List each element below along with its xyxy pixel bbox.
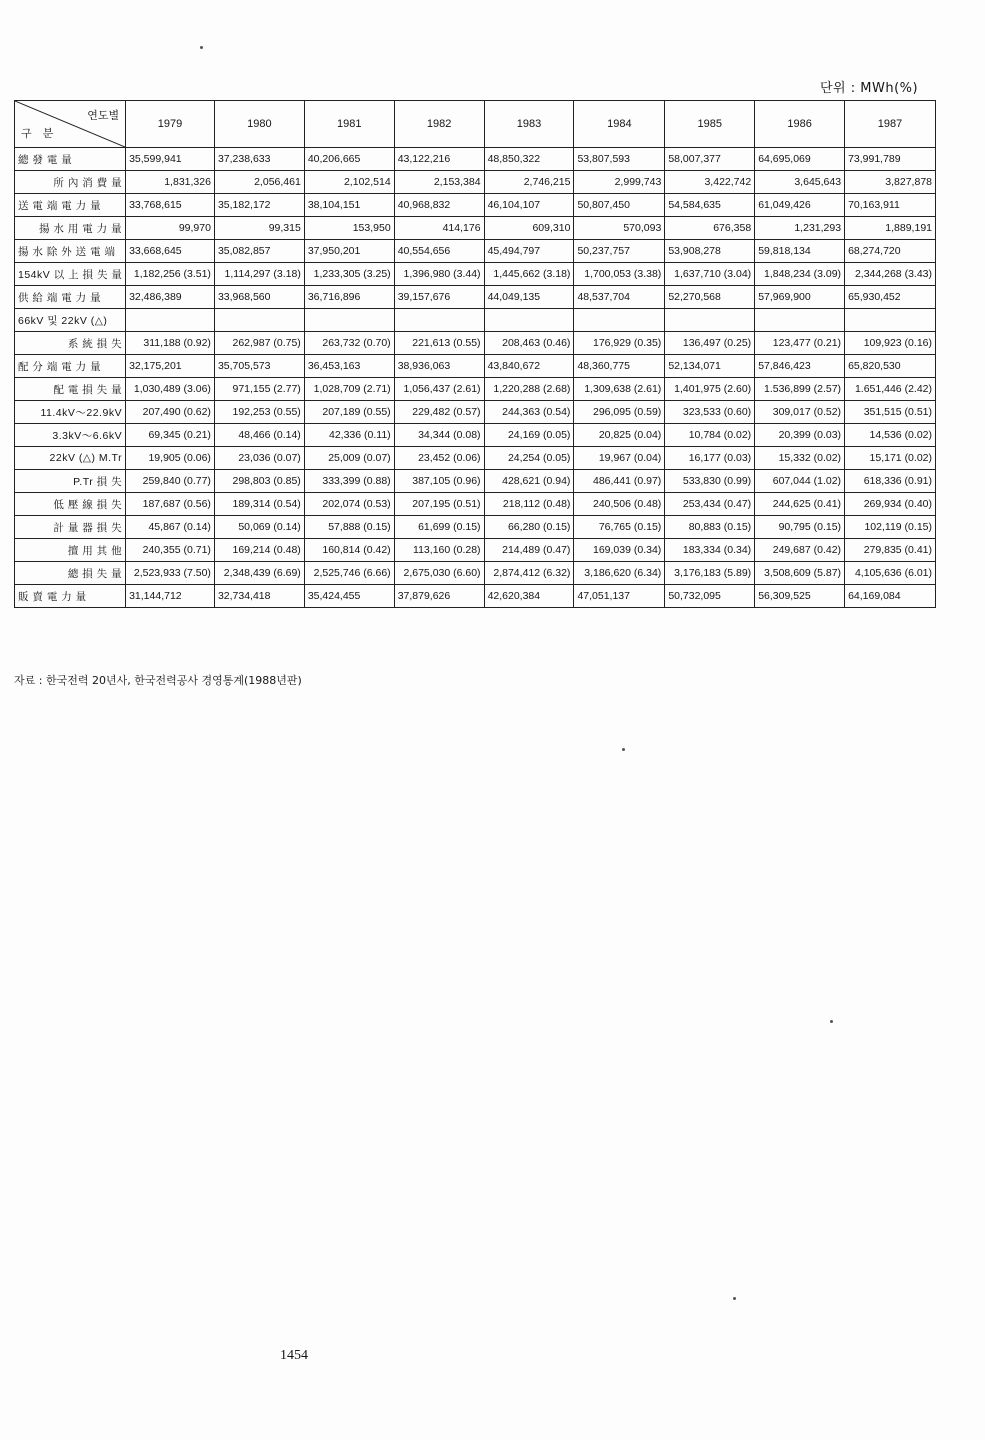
data-cell: 221,613 (0.55) (394, 332, 484, 355)
row-label: 揚 水 除 外 送 電 端 (15, 240, 126, 263)
scan-speck (200, 46, 203, 49)
data-cell: 2,523,933 (7.50) (126, 562, 215, 585)
data-cell: 618,336 (0.91) (845, 470, 936, 493)
data-cell: 38,936,063 (394, 355, 484, 378)
table-row (15, 378, 936, 401)
data-cell: 189,314 (0.54) (214, 493, 304, 516)
data-cell: 607,044 (1.02) (755, 470, 845, 493)
data-cell: 36,716,896 (304, 286, 394, 309)
table-row (15, 493, 936, 516)
data-cell: 24,169 (0.05) (484, 424, 574, 447)
data-cell: 3,186,620 (6.34) (574, 562, 665, 585)
data-cell: 70,163,911 (845, 194, 936, 217)
data-cell: 56,309,525 (755, 585, 845, 608)
data-cell: 53,908,278 (665, 240, 755, 263)
table-row (15, 263, 936, 286)
data-cell: 3,827,878 (845, 171, 936, 194)
table-row (15, 332, 936, 355)
data-cell: 971,155 (2.77) (214, 378, 304, 401)
data-cell: 351,515 (0.51) (845, 401, 936, 424)
data-cell: 1,233,305 (3.25) (304, 263, 394, 286)
data-cell: 214,489 (0.47) (484, 539, 574, 562)
data-cell: 1,637,710 (3.04) (665, 263, 755, 286)
data-cell: 2,153,384 (394, 171, 484, 194)
data-cell: 244,363 (0.54) (484, 401, 574, 424)
table-row (15, 424, 936, 447)
data-cell: 3,422,742 (665, 171, 755, 194)
data-cell: 1,396,980 (3.44) (394, 263, 484, 286)
data-cell: 2,102,514 (304, 171, 394, 194)
data-cell: 73,991,789 (845, 148, 936, 171)
table-row (15, 401, 936, 424)
data-cell: 43,840,672 (484, 355, 574, 378)
data-cell: 69,345 (0.21) (126, 424, 215, 447)
data-cell: 25,009 (0.07) (304, 447, 394, 470)
data-cell: 37,950,201 (304, 240, 394, 263)
data-cell: 35,082,857 (214, 240, 304, 263)
data-cell: 43,122,216 (394, 148, 484, 171)
data-cell: 263,732 (0.70) (304, 332, 394, 355)
data-cell: 32,486,389 (126, 286, 215, 309)
data-cell: 40,206,665 (304, 148, 394, 171)
data-cell: 428,621 (0.94) (484, 470, 574, 493)
data-cell (126, 309, 215, 332)
data-cell: 486,441 (0.97) (574, 470, 665, 493)
data-cell: 1,700,053 (3.38) (574, 263, 665, 286)
data-cell: 240,355 (0.71) (126, 539, 215, 562)
data-cell (214, 309, 304, 332)
data-cell: 414,176 (394, 217, 484, 240)
data-cell: 39,157,676 (394, 286, 484, 309)
corner-category-label: 구 분 (21, 128, 58, 140)
table-row (15, 355, 936, 378)
data-cell: 244,625 (0.41) (755, 493, 845, 516)
data-cell: 32,175,201 (126, 355, 215, 378)
data-cell: 311,188 (0.92) (126, 332, 215, 355)
data-cell: 31,144,712 (126, 585, 215, 608)
data-cell: 609,310 (484, 217, 574, 240)
data-cell: 1,056,437 (2.61) (394, 378, 484, 401)
data-cell: 1,182,256 (3.51) (126, 263, 215, 286)
row-label: 送 電 端 電 力 量 (15, 194, 126, 217)
data-cell: 50,732,095 (665, 585, 755, 608)
data-cell (394, 309, 484, 332)
data-cell: 259,840 (0.77) (126, 470, 215, 493)
row-label: 系 統 損 失 (15, 332, 126, 355)
data-cell: 570,093 (574, 217, 665, 240)
data-cell: 65,930,452 (845, 286, 936, 309)
data-cell: 35,182,172 (214, 194, 304, 217)
data-cell: 1,831,326 (126, 171, 215, 194)
row-label: 低 壓 線 損 失 (15, 493, 126, 516)
data-cell: 52,134,071 (665, 355, 755, 378)
data-cell: 192,253 (0.55) (214, 401, 304, 424)
data-cell: 113,160 (0.28) (394, 539, 484, 562)
row-label: 22kV (△) M.Tr (15, 447, 126, 470)
year-header: 1983 (484, 101, 574, 148)
row-label: 供 給 端 電 力 量 (15, 286, 126, 309)
row-label: 揚 水 用 電 力 量 (15, 217, 126, 240)
data-cell: 296,095 (0.59) (574, 401, 665, 424)
data-cell: 333,399 (0.88) (304, 470, 394, 493)
data-cell: 47,051,137 (574, 585, 665, 608)
data-cell: 64,695,069 (755, 148, 845, 171)
data-cell: 45,494,797 (484, 240, 574, 263)
table-row (15, 447, 936, 470)
data-cell: 2,056,461 (214, 171, 304, 194)
data-cell (755, 309, 845, 332)
data-cell: 36,453,163 (304, 355, 394, 378)
data-cell: 1,028,709 (2.71) (304, 378, 394, 401)
data-cell: 15,171 (0.02) (845, 447, 936, 470)
data-cell: 10,784 (0.02) (665, 424, 755, 447)
data-cell: 45,867 (0.14) (126, 516, 215, 539)
data-cell: 20,825 (0.04) (574, 424, 665, 447)
data-cell: 2,348,439 (6.69) (214, 562, 304, 585)
data-cell: 46,104,107 (484, 194, 574, 217)
data-cell: 1,231,293 (755, 217, 845, 240)
table-row (15, 194, 936, 217)
data-cell: 1.536,899 (2.57) (755, 378, 845, 401)
row-label: 總 發 電 量 (15, 148, 126, 171)
unit-label: 단위 : MWh(%) (820, 81, 919, 96)
table-row (15, 585, 936, 608)
data-cell: 160,814 (0.42) (304, 539, 394, 562)
data-cell: 48,360,775 (574, 355, 665, 378)
table-row (15, 171, 936, 194)
data-cell: 20,399 (0.03) (755, 424, 845, 447)
source-note: 자료 : 한국전력 20년사, 한국전력공사 경영통계(1988년판) (14, 674, 302, 687)
data-cell: 33,768,615 (126, 194, 215, 217)
data-cell: 207,189 (0.55) (304, 401, 394, 424)
data-cell: 169,039 (0.34) (574, 539, 665, 562)
data-cell: 3,508,609 (5.87) (755, 562, 845, 585)
data-cell: 23,036 (0.07) (214, 447, 304, 470)
data-cell: 136,497 (0.25) (665, 332, 755, 355)
data-cell: 80,883 (0.15) (665, 516, 755, 539)
data-cell: 1,030,489 (3.06) (126, 378, 215, 401)
data-cell: 4,105,636 (6.01) (845, 562, 936, 585)
data-cell: 229,482 (0.57) (394, 401, 484, 424)
year-header: 1981 (304, 101, 394, 148)
row-label: 154kV 以 上 損 失 量 (15, 263, 126, 286)
table-body (15, 148, 936, 608)
data-cell: 183,334 (0.34) (665, 539, 755, 562)
data-cell: 269,934 (0.40) (845, 493, 936, 516)
data-cell: 40,968,832 (394, 194, 484, 217)
data-cell: 1,401,975 (2.60) (665, 378, 755, 401)
data-cell: 1,114,297 (3.18) (214, 263, 304, 286)
data-cell (845, 309, 936, 332)
year-header: 1979 (126, 101, 215, 148)
row-label: 販 賣 電 力 量 (15, 585, 126, 608)
data-cell: 90,795 (0.15) (755, 516, 845, 539)
row-label: 配 分 端 電 力 量 (15, 355, 126, 378)
data-cell: 1.651,446 (2.42) (845, 378, 936, 401)
data-cell: 2,874,412 (6.32) (484, 562, 574, 585)
data-cell: 1,445,662 (3.18) (484, 263, 574, 286)
data-cell: 61,049,426 (755, 194, 845, 217)
data-cell: 2,746,215 (484, 171, 574, 194)
table-row (15, 516, 936, 539)
data-cell: 309,017 (0.52) (755, 401, 845, 424)
row-label: 計 量 器 損 失 (15, 516, 126, 539)
data-cell: 53,807,593 (574, 148, 665, 171)
data-cell: 102,119 (0.15) (845, 516, 936, 539)
table-row (15, 148, 936, 171)
table-row (15, 562, 936, 585)
data-cell: 1,848,234 (3.09) (755, 263, 845, 286)
data-cell: 50,237,757 (574, 240, 665, 263)
corner-header-cell (15, 101, 126, 148)
data-cell: 57,969,900 (755, 286, 845, 309)
data-cell: 323,533 (0.60) (665, 401, 755, 424)
data-cell: 42,620,384 (484, 585, 574, 608)
data-cell: 1,309,638 (2.61) (574, 378, 665, 401)
year-header: 1980 (214, 101, 304, 148)
data-cell: 279,835 (0.41) (845, 539, 936, 562)
data-cell: 24,254 (0.05) (484, 447, 574, 470)
data-cell: 2,525,746 (6.66) (304, 562, 394, 585)
data-cell: 50,069 (0.14) (214, 516, 304, 539)
data-cell: 298,803 (0.85) (214, 470, 304, 493)
data-cell: 40,554,656 (394, 240, 484, 263)
data-cell: 50,807,450 (574, 194, 665, 217)
power-loss-table (14, 100, 936, 608)
data-cell: 42,336 (0.11) (304, 424, 394, 447)
data-cell (665, 309, 755, 332)
data-cell: 1,220,288 (2.68) (484, 378, 574, 401)
data-cell: 3,176,183 (5.89) (665, 562, 755, 585)
data-cell: 15,332 (0.02) (755, 447, 845, 470)
year-header: 1987 (845, 101, 936, 148)
data-cell: 57,888 (0.15) (304, 516, 394, 539)
data-cell: 48,466 (0.14) (214, 424, 304, 447)
data-cell: 169,214 (0.48) (214, 539, 304, 562)
scan-speck (830, 1020, 833, 1023)
data-cell: 387,105 (0.96) (394, 470, 484, 493)
data-cell: 2,675,030 (6.60) (394, 562, 484, 585)
data-cell: 676,358 (665, 217, 755, 240)
table-row (15, 286, 936, 309)
scan-speck (622, 748, 625, 751)
data-cell: 37,238,633 (214, 148, 304, 171)
data-cell: 65,820,530 (845, 355, 936, 378)
data-cell (484, 309, 574, 332)
year-header: 1985 (665, 101, 755, 148)
data-cell: 249,687 (0.42) (755, 539, 845, 562)
data-cell: 35,424,455 (304, 585, 394, 608)
row-label: 所 內 消 費 量 (15, 171, 126, 194)
data-cell: 32,734,418 (214, 585, 304, 608)
table-row (15, 309, 936, 332)
data-cell: 48,537,704 (574, 286, 665, 309)
data-cell: 58,007,377 (665, 148, 755, 171)
table-row (15, 539, 936, 562)
row-label: 3.3kV～6.6kV (15, 424, 126, 447)
data-cell: 37,879,626 (394, 585, 484, 608)
data-cell: 533,830 (0.99) (665, 470, 755, 493)
scan-speck (733, 1297, 736, 1300)
data-cell: 59,818,134 (755, 240, 845, 263)
corner-year-label: 연도별 (87, 110, 120, 122)
data-cell: 33,668,645 (126, 240, 215, 263)
data-cell: 54,584,635 (665, 194, 755, 217)
data-cell: 123,477 (0.21) (755, 332, 845, 355)
data-cell: 262,987 (0.75) (214, 332, 304, 355)
data-cell: 218,112 (0.48) (484, 493, 574, 516)
row-label: 11.4kV～22.9kV (15, 401, 126, 424)
data-cell: 3,645,643 (755, 171, 845, 194)
data-cell: 44,049,135 (484, 286, 574, 309)
data-cell: 19,967 (0.04) (574, 447, 665, 470)
data-cell: 16,177 (0.03) (665, 447, 755, 470)
data-cell: 207,490 (0.62) (126, 401, 215, 424)
data-cell: 99,315 (214, 217, 304, 240)
row-label: 配 電 損 失 量 (15, 378, 126, 401)
data-cell: 19,905 (0.06) (126, 447, 215, 470)
data-cell: 2,344,268 (3.43) (845, 263, 936, 286)
data-cell: 66,280 (0.15) (484, 516, 574, 539)
year-header: 1984 (574, 101, 665, 148)
data-cell: 57,846,423 (755, 355, 845, 378)
data-cell: 64,169,084 (845, 585, 936, 608)
data-cell: 76,765 (0.15) (574, 516, 665, 539)
data-cell: 68,274,720 (845, 240, 936, 263)
row-label: P.Tr 損 失 (15, 470, 126, 493)
data-cell: 48,850,322 (484, 148, 574, 171)
data-cell: 187,687 (0.56) (126, 493, 215, 516)
data-cell: 34,344 (0.08) (394, 424, 484, 447)
data-cell: 35,705,573 (214, 355, 304, 378)
data-cell: 2,999,743 (574, 171, 665, 194)
data-cell: 61,699 (0.15) (394, 516, 484, 539)
data-cell: 1,889,191 (845, 217, 936, 240)
data-cell: 14,536 (0.02) (845, 424, 936, 447)
table-row (15, 217, 936, 240)
data-cell: 99,970 (126, 217, 215, 240)
data-cell: 109,923 (0.16) (845, 332, 936, 355)
data-cell (574, 309, 665, 332)
data-cell: 202,074 (0.53) (304, 493, 394, 516)
year-header: 1986 (755, 101, 845, 148)
table-row (15, 240, 936, 263)
data-cell: 33,968,560 (214, 286, 304, 309)
data-cell: 253,434 (0.47) (665, 493, 755, 516)
data-cell: 23,452 (0.06) (394, 447, 484, 470)
data-cell: 153,950 (304, 217, 394, 240)
page-number: 1454 (280, 1348, 308, 1363)
data-cell (304, 309, 394, 332)
data-cell: 207,195 (0.51) (394, 493, 484, 516)
table-row (15, 470, 936, 493)
row-label: 擅 用 其 他 (15, 539, 126, 562)
data-cell: 35,599,941 (126, 148, 215, 171)
year-header: 1982 (394, 101, 484, 148)
row-label: 總 損 失 量 (15, 562, 126, 585)
header-row (15, 101, 936, 148)
data-cell: 52,270,568 (665, 286, 755, 309)
data-cell: 38,104,151 (304, 194, 394, 217)
data-cell: 208,463 (0.46) (484, 332, 574, 355)
row-label: 66kV 및 22kV (△) (15, 309, 126, 332)
data-cell: 176,929 (0.35) (574, 332, 665, 355)
data-cell: 240,506 (0.48) (574, 493, 665, 516)
